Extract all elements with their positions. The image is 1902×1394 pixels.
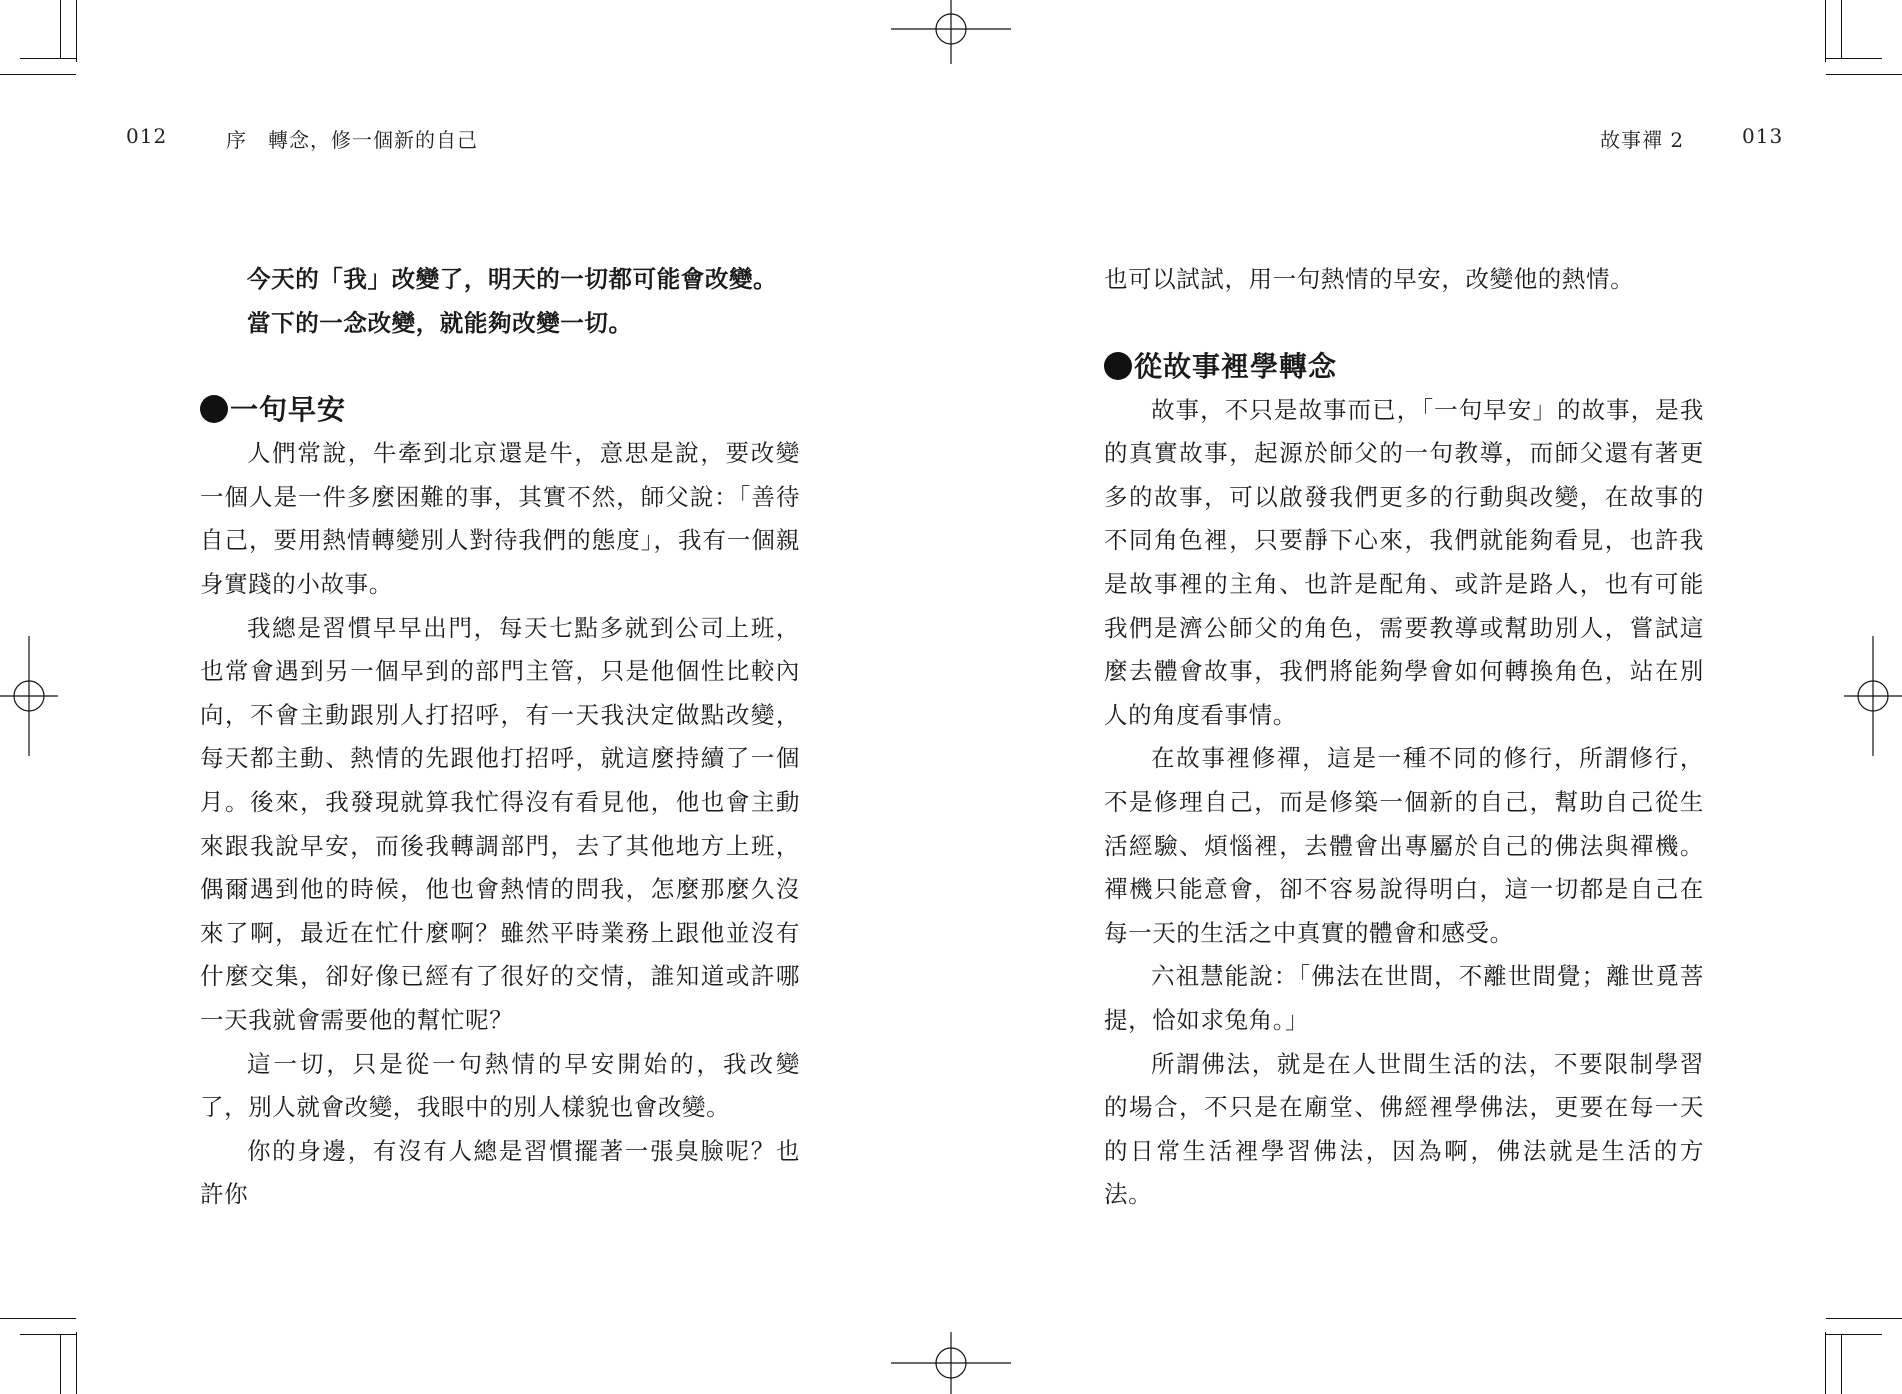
registration-mark-right (1842, 636, 1902, 756)
section-heading (1104, 345, 1704, 389)
registration-mark-top (891, 0, 1011, 66)
paragraph: 這一切，只是從一句熱情的早安開始的，我改變了，別人就會改變，我眼中的別人樣貌也會改變。 (200, 1049, 800, 1122)
left-running-title: 序 轉念，修一個新的自己 (226, 128, 478, 152)
paragraph: 人們常說，牛牽到北京還是牛，意思是說，要改變一個人是一件多麼困難的事，其實不然，師父說：「善待自己，要用熱情轉變別人對待我們的態度」，我有一個親身實踐的小故事。 (200, 439, 800, 598)
section-heading-text: 從故事裡學轉念 (1134, 349, 1338, 383)
bullet-icon (200, 395, 228, 423)
right-page-number: 013 (1742, 124, 1784, 148)
paragraph: 所謂佛法，就是在人世間生活的法，不要限制學習的場合，不只是在廟堂、佛經裡學佛法，更要在每一天的日常生活裡學習佛法，因為啊，佛法就是生活的方法。 (1104, 1049, 1704, 1209)
section-heading-text: 一句早安 (230, 393, 347, 427)
paragraph: 我總是習慣早早出門，每天七點多就到公司上班，也常會遇到另一個早到的部門主管，只是他個性比較內向，不會主動跟別人打招呼，有一天我決定做點改變，每天都主動、熱情的先跟他打招呼，就這麼持續了一個月。後來，我發現就算我忙得沒有看見他，他也會主動來跟我說早安，而後我轉調部門，去了其他地方上班，偶爾遇到他的時候，他也會熱情的問我，怎麼那麼久沒來了啊，最近在忙什麼啊？雖然平時業務上跟他並沒有什麼交集，卻好像已經有了很好的交情，誰知道或許哪一天我就會需要他的幫忙呢？ (200, 613, 800, 1034)
bullet-icon (1104, 352, 1132, 380)
continuation-line: 也可以試試，用一句熱情的早安，改變他的熱情。 (1104, 265, 1635, 293)
right-page-body (1104, 258, 1704, 1217)
left-page-body (200, 258, 800, 1217)
paragraph: 你的身邊，有沒有人總是習慣擺著一張臭臉呢？也許你 (200, 1136, 800, 1209)
paragraph: 故事，不只是故事而已，「一句早安」的故事，是我的真實故事，起源於師父的一句教導，而師父還有著更多的故事，可以啟發我們更多的行動與改變，在故事的不同角色裡，只要靜下心來，我們就能夠看見，也許我是故事裡的主角、也許是配角、或許是路人，也有可能我們是濟公師父的角色，需要教導或幫助別人，嘗試這麼去體會故事，我們將能夠學會如何轉換角色，站在別人的角度看事情。 (1104, 395, 1704, 729)
paragraph: 六祖慧能說：「佛法在世間，不離世間覺；離世覓菩提，恰如求兔角。」 (1104, 962, 1704, 1034)
section-heading (200, 388, 800, 432)
paragraph: 在故事裡修禪，這是一種不同的修行，所謂修行，不是修理自己，而是修築一個新的自己，幫助自己從生活經驗、煩惱裡，去體會出專屬於自己的佛法與禪機。禪機只能意會，卻不容易說得明白，這一切都是自己在每一天的生活之中真實的體會和感受。 (1104, 744, 1704, 947)
registration-mark-bottom (891, 1330, 1011, 1394)
lead-line-1: 今天的「我」改變了，明天的一切都可能會改變。 (247, 265, 778, 293)
left-page-number: 012 (126, 124, 168, 148)
registration-mark-left (0, 636, 60, 756)
lead-line-2: 當下的一念改變，就能夠改變一切。 (247, 308, 633, 337)
right-running-title: 故事禪 2 (1600, 128, 1685, 152)
